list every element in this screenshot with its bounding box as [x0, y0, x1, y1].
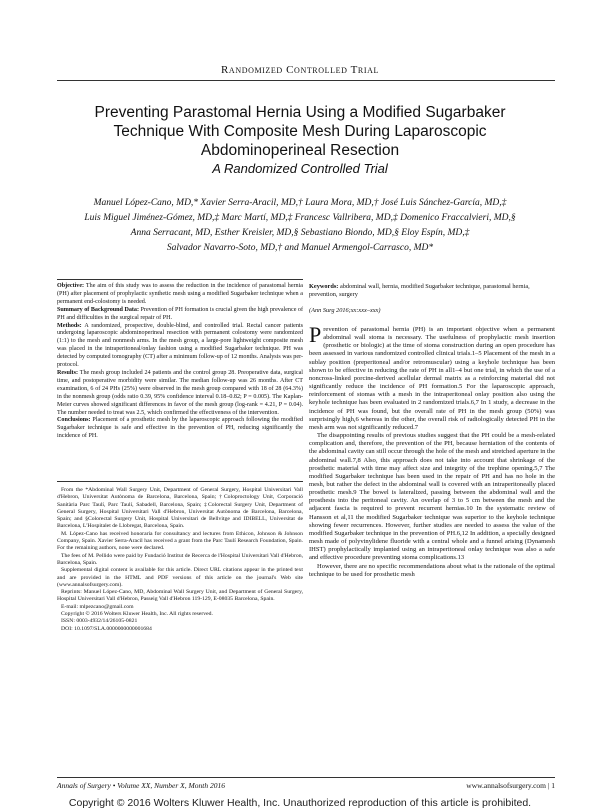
affiliations — [57, 487, 303, 633]
body-paragraph — [309, 322, 555, 432]
abstract-methods — [57, 323, 303, 370]
site-footer: www.annalsofsurgery.com | 1 — [466, 781, 555, 790]
doi-line: DOI: 10.1097/SLA.0000000000001684 — [61, 625, 152, 632]
background-text: Prevention of PH formation is crucial given the high prevalence of PH and difficulties in the surgical repair of PH. — [57, 306, 303, 321]
article-subtitle: A Randomized Controlled Trial — [212, 161, 388, 176]
background-label: Summary of Background Data: — [57, 306, 139, 313]
body-paragraph — [309, 432, 555, 563]
funding-text: The fees of M. Pellido were paid by Fundació Institut de Recerca de l'Hospital Universitari Vall d'Hebron, Barcelona, Spain. — [57, 552, 303, 566]
journal-footer: Annals of Surgery • Volume XX, Number X, Month 2016 — [57, 781, 225, 790]
abstract-top-rule — [57, 279, 303, 280]
keywords — [309, 283, 555, 299]
abstract-results — [57, 370, 303, 417]
title-line: Preventing Parastomal Hernia Using a Modified Sugarbaker — [94, 104, 506, 121]
methods-text: A randomized, prospective, double-blind, and controlled trial. Rectal cancer patients undergoing laparoscopic abdominoperineal resection with permanent colostomy were randomized (1:1) to the mesh and nonmesh arms. In the mesh group, a large-pore lightweight composite mesh was placed in the intraperitoneal/onlay fashion using a modified Sugarbaker technique. PH was detected by computed tomography (CT) after a minimum follow-up of 12 months. Analysis was per-protocol. — [57, 322, 304, 369]
paragraph-text: The disappointing results of previous studies suggest that the PH could be a mesh-related complication and, therefore, the prevention of the PH, because herniation of the contents of the abdominal cavity can still occur through the hole of the mesh and stretched aperture in the abdominal wall.7,8 Also, this approach does not take into account that shrinkage of the prosthetic material with time may affect size and integrity of the trephine opening.5,7 The modified Sugarbaker technique has been used in the repair of PH and has no hole in the mesh, but rather the defect in the abdominal wall is covered with an intraperitoneally placed prosthetic mesh.9 The bowel is lateralized, passing between the abdominal wall and the prosthesis into the peritoneal cavity. An overlap of 3 to 5 cm between the mesh and the adjacent fascia is required to prevent recurrent hernias.10 In the systematic review of Hansson et al,11 the modified Sugarbaker technique was superior to the keyhole technique showing fewer recurrences. However, further studies are needed to assess the value of the modified Sugarbaker technique in the prevention of PH.6,12 In addition, a specially designed mesh made of polyvinylidene fluoride with a central whole and a funnel arising (Dynamesh IHST) prophylactically implanted using an intraperitoneal onlay technique was also a safe and effective procedure preventing stoma complications.13 — [309, 432, 555, 562]
abstract — [57, 283, 303, 441]
disclosure-text: M. López-Cano has received honoraria for consultancy and lectures from Ethicon, Johnson & Johnson Company, Spain. Xavier Serra-Aracil has received a grant from the Parc Taulí Research Foundation, Spain. For the remaining authors, none were declared. — [57, 530, 303, 552]
paragraph-text: However, there are no specific recommendations about what is the rationale of the optimal technique to be used for prosthetic mesh — [309, 562, 555, 578]
abstract-conclusions — [57, 417, 303, 441]
author-line: Salvador Navarro-Soto, MD,† and Manuel Armengol-Carrasco, MD* — [166, 243, 434, 253]
methods-label: Methods: — [57, 322, 82, 329]
header-rule — [57, 80, 555, 81]
author-line: Manuel López-Cano, MD,* Xavier Serra-Aracil, MD,† Laura Mora, MD,† José Luis Sánchez-García, MD,‡ — [93, 198, 507, 208]
conclusions-text: Placement of a prosthetic mesh by the laparoscopic approach following the modified Sugarbaker technique is safe and effective in the prevention of PH, reducing significantly the incidence of PH. — [57, 417, 303, 440]
citation: (Ann Surg 2016;xx:xxx–xxx) — [309, 307, 381, 314]
objective-label: Objective: — [57, 283, 85, 289]
body-text — [309, 322, 555, 579]
email-text: E-mail: mlpezcano@gmail.com — [61, 603, 134, 610]
running-head: Randomized Controlled Trial — [221, 64, 379, 76]
keywords-label: Keywords: — [309, 283, 339, 290]
abstract-objective — [57, 283, 303, 307]
abstract-bottom-rule — [57, 481, 303, 482]
footer-rule — [57, 777, 555, 778]
copyright-line: Copyright © 2016 Wolters Kluwer Health, Inc. All rights reserved. — [61, 611, 213, 618]
supplemental-text: Supplemental digital content is available for this article. Direct URL citations appear in the printed text and are provided in the HTML and PDF versions of this article on the journal's Web site (www.annalsofsurgery.com). — [57, 567, 303, 588]
reprints-text: Reprints: Manuel López-Cano, MD, Abdominal Wall Surgery Unit, and Department of General Surgery, Hospital Universitari Vall d'Hebron, Passeig Vall d'Hebron 119-129, E-08035 Barcelona, Spain. — [57, 589, 303, 603]
conclusions-label: Conclusions: — [57, 417, 91, 424]
author-line: Luis Miguel Jiménez-Gómez, MD,‡ Marc Martí, MD,‡ Francesc Vallribera, MD,‡ Domenico Fraccalvieri, MD,§ — [84, 213, 516, 223]
results-label: Results: — [57, 369, 78, 376]
keywords-text: abdominal wall, hernia, modified Sugarbaker technique, parastomal hernia, prevention, surgery — [309, 283, 530, 298]
paragraph-text: revention of parastomal hernia (PH) is an important objective when a permanent abdominal wall stoma is necessary. The usefulness of prophylactic mesh insertion (prosthetic or biologic) at the time of stoma construction during an open procedure has been assessed in various randomized controlled clinical trials.1–5 Placement of the mesh in a sublay position (preperitoneal and/or retromuscular) using a keyhole technique has been shown to be effective in reducing the rate of PH in all1–4 but one trial, in which the use of a noncross-linked porcine-derived acellular dermal matrix as a reinforcing material did not significantly reduce the incidence of PH formation.5 For the laparoscopic approach, reinforcement of stomas with a mesh in the intraperitoneal onlay position also using the keyhole technique has been evaluated in 2 randomized trials.6,7 In 1 study, a decrease in the incidence of PH was found, but the overall rate of PH in the mesh group (50%) was surprisingly high,6 whereas in the other, the overall risk of radiologically detected PH in the mesh arm was not significantly reduced.7 — [309, 326, 555, 431]
copyright-banner: Copyright © 2016 Wolters Kluwer Health, Inc. Unauthorized reproduction of this article is prohibited. — [68, 797, 532, 809]
title-line: Abdominoperineal Resection — [200, 142, 400, 159]
article-title — [40, 103, 560, 160]
body-paragraph — [309, 563, 555, 579]
author-list — [40, 196, 560, 256]
abstract-background — [57, 307, 303, 323]
drop-cap: P — [309, 322, 322, 347]
issn-line: ISSN: 0003-4932/14/26105-0821 — [61, 618, 138, 625]
results-text: The mesh group included 24 patients and the control group 28. Preoperative data, surgical time, and postoperative morbidity were similar. The median follow-up was 26 months. After CT examination, 6 of 24 PHs (25%) were observed in the mesh group compared with 18 of 28 (64.3%) in the nonmesh group (odds ratio 0.39, 95% confidence interval 0.18–0.82; P = 0.005). The Kaplan-Meier curves showed significant differences in favor of the mesh group (log-rank = 4.21, P = 0.04). The number needed to treat was 2.5, which confirmed the effectiveness of the intervention. — [57, 369, 303, 416]
author-line: Anna Serracant, MD, Esther Kreisler, MD,§ Sebastiano Biondo, MD,§ Eloy Espín, MD,‡ — [130, 228, 470, 238]
affiliation-text: From the *Abdominal Wall Surgery Unit, Department of General Surgery, Hospital Universitari Vall d'Hebron, Universitat Autònoma de Barcelona, Barcelona, Spain; †Coloproctology Unit, Corporació Sanitària Parc Taulí, Parc Taulí, Sabadell, Barcelona, Spain; ‡Colorectal Surgery Unit, Department of General Surgery, Hospital Universitari Vall d'Hebron, Universitat Autònoma de Barcelona, Barcelona, Spain; and §Colorectal Surgery Unit, Hospital Universitari de Bellvitge and IDIBELL, Universitat de Barcelona, L'Hospitalet de Llobregat, Barcelona, Spain. — [57, 487, 303, 530]
title-line: Technique With Composite Mesh During Laparoscopic — [113, 123, 487, 140]
objective-text: The aim of this study was to assess the reduction in the incidence of parastomal hernia (PH) after placement of prophylactic synthetic mesh using a modified Sugarbaker technique when a permanent end-colostomy is needed. — [57, 283, 303, 305]
